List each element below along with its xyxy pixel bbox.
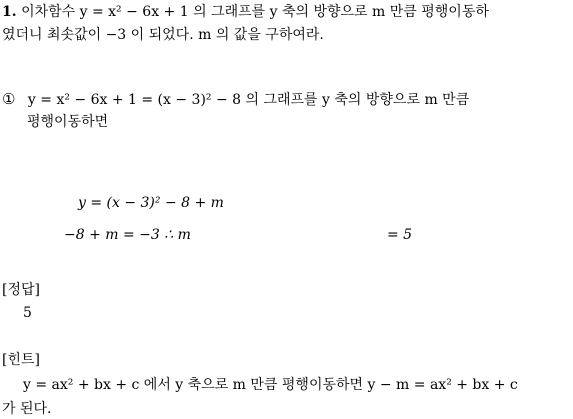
answer-value: 5 bbox=[23, 305, 32, 321]
problem-text-2: 였더니 최솟값이 −3 이 되었다. m 의 값을 구하여라. bbox=[2, 27, 324, 43]
problem-text-1: 이차함수 y = x² − 6x + 1 의 그래프를 y 축의 방향으로 m 만큼 평행이동하 bbox=[21, 4, 489, 20]
solution-marker: ① bbox=[2, 90, 16, 108]
solution-equation-1: y = (x − 3)² − 8 + m bbox=[78, 195, 224, 211]
problem-number: 1. bbox=[2, 4, 17, 20]
hint-text-2: 가 된다. bbox=[2, 401, 52, 417]
solution-equation-2: −8 + m = −3 ∴ m bbox=[64, 227, 191, 243]
solution-text-2: 평행이동하면 bbox=[27, 114, 109, 130]
solution-text-1: y = x² − 6x + 1 = (x − 3)² − 8 의 그래프를 y 축의 방향으로 m 만큼 bbox=[27, 92, 470, 108]
solution-line-1 bbox=[2, 89, 469, 110]
solution-equation-2-result: = 5 bbox=[387, 227, 413, 243]
answer-label: [정답] bbox=[2, 282, 40, 298]
problem-line-1 bbox=[2, 2, 489, 22]
hint-text-1: y = ax² + bx + c 에서 y 축으로 m 만큼 평행이동하면 y − m = ax² + bx + c bbox=[23, 377, 518, 393]
hint-label: [힌트] bbox=[2, 352, 40, 368]
